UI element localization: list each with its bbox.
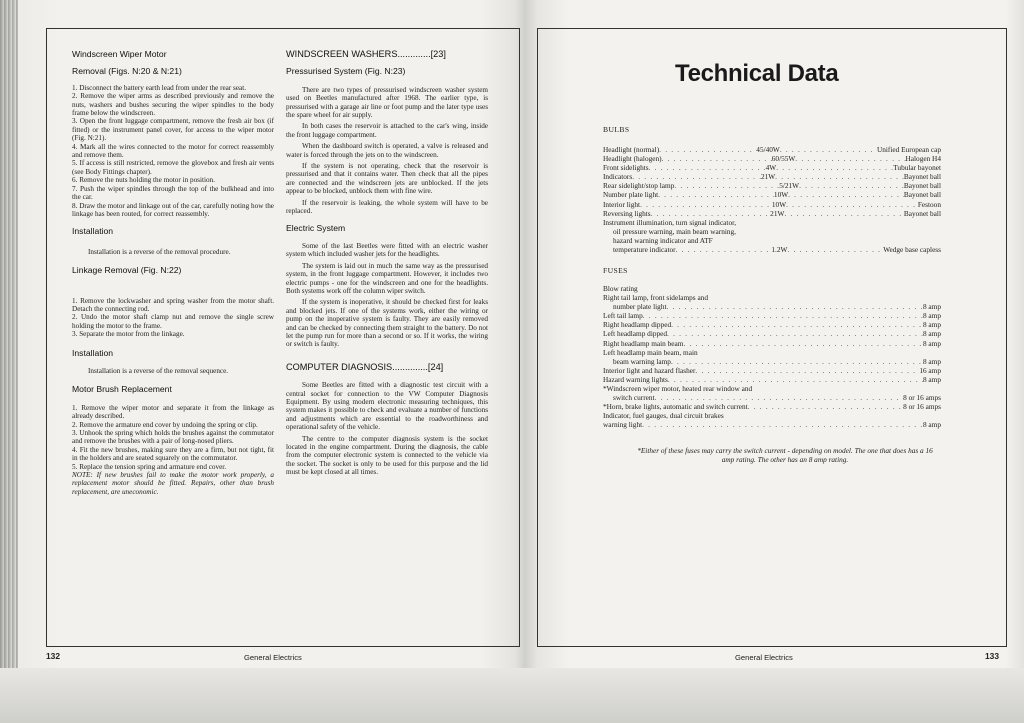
removal-heading: Removal (Figs. N:20 & N:21) [72, 66, 182, 77]
paragraph: If the system is not operating, check that the reservoir is pressurised and that it contains water. Then check that all the pipes are connected and the windscreen jets are unblocked. If the jets appear to be blocked, unblock them with fine wire. [286, 162, 488, 196]
fuse-row: Right headlamp dipped . . . 8 amp [603, 320, 941, 329]
bulb-row: Headlight (normal) . . . 45/40W . . . Unified European cap [603, 145, 941, 154]
instrument-line: oil pressure warning, main beam warning, [613, 226, 736, 236]
installation-text: Installation is a reverse of the removal procedure. [88, 247, 231, 256]
electric-heading: Electric System [286, 222, 346, 233]
fuse-pre: Right tail lamp, front sidelamps and [603, 293, 708, 303]
step: 1. Remove the lockwasher and spring washer from the motor shaft. Detach the connecting rod. [72, 296, 274, 313]
linkage-heading: Linkage Removal (Fig. N:22) [72, 265, 182, 276]
fuse-row: warning light . . . 8 amp [603, 420, 941, 429]
step: 8. Draw the motor and linkage out of the car, carefully noting how the linkage has been routed, for correct reassembly. [72, 201, 274, 218]
blow-rating: Blow rating [603, 284, 638, 293]
instrument-line: hazard warning indicator and ATF [613, 235, 713, 245]
fuse-row: Right headlamp main beam . . . 8 amp [603, 339, 941, 348]
installation-heading-2: Installation [72, 347, 114, 358]
bulbs-heading: BULBS [603, 125, 630, 134]
step: 5. Replace the tension spring and armature end cover. [72, 462, 227, 471]
paragraph: Some of the last Beetles were fitted with an electric washer system which included washer jets for the headlights. [286, 241, 488, 259]
brush-heading: Motor Brush Replacement [72, 384, 172, 395]
removal-steps [72, 84, 274, 219]
page-footer: General Electrics [244, 653, 302, 662]
fuse-row: Left headlamp dipped . . . 8 amp [603, 329, 941, 338]
left-column-1 [72, 50, 274, 499]
fuse-pre: Left headlamp main beam, main [603, 347, 698, 357]
fuse-footnote: *Either of these fuses may carry the switch current - depending on model. The one that does has a 16 amp rating. The other has an 8 amp rating. [637, 446, 933, 464]
fuses-heading: FUSES [603, 266, 628, 275]
section-title: Windscreen Wiper Motor [72, 49, 167, 59]
bulb-row: temperature indicator . . . 1.2W . . . Wedge base capless [603, 245, 941, 254]
page-title: Technical Data [675, 60, 839, 87]
step: 3. Separate the motor from the linkage. [72, 330, 185, 339]
bulb-row: Indicators . . . 21W . . . Bayonet ball [603, 172, 941, 181]
bulb-row: Number plate light . . . 10W . . . Bayonet ball [603, 190, 941, 199]
bulb-row: Front sidelights . . . 4W . . . Tubular bayonet [603, 163, 941, 172]
fuse-row: number plate light . . . 8 amp [603, 302, 941, 311]
fuse-row: Interior light and hazard flasher . . . 16 amp [603, 366, 941, 375]
paragraph: If the reservoir is leaking, the whole system will have to be replaced. [286, 198, 488, 216]
installation-text-2: Installation is a reverse of the removal sequence. [88, 366, 229, 375]
left-column-2 [286, 50, 488, 480]
instrument-line: Instrument illumination, turn signal indicator, [603, 217, 737, 227]
step: 2. Remove the armature end cover by undoing the spring or clip. [72, 420, 258, 429]
step: 7. Push the wiper spindles through the top of the bulkhead and into the car. [72, 184, 274, 202]
fuse-pre: *Windscreen wiper motor, heated rear window and [603, 384, 753, 394]
fuses-table [603, 284, 941, 430]
page-number: 132 [46, 651, 60, 661]
bulb-row: Interior light . . . 10W . . . Festoon [603, 200, 941, 209]
paragraph: The system is laid out in much the same way as the pressurised system, in the front luggage compartment. However, it includes two electric pumps - one for the windscreen and one for the headlights. Both systems work off the column wiper switch. [286, 261, 488, 295]
bulb-row: Reversing lights . . . 21W . . . Bayonet ball [603, 209, 941, 218]
step: 1. Remove the wiper motor and separate it from the linkage as already described. [72, 403, 274, 421]
right-page [525, 0, 1024, 723]
paragraph: In both cases the reservoir is attached to the car's wing, inside the front luggage compartment. [286, 122, 488, 139]
paragraph: There are two types of pressurised windscreen washer system used on Beetles manufactured after 1968. The earlier type, is pressurised with a garage air line or foot pump and the later type uses the spare wheel for air supply. [286, 85, 488, 120]
fuse-row: beam warning lamp . . . 8 amp [603, 357, 941, 366]
fuse-row: Left tail lamp . . . 8 amp [603, 311, 941, 320]
paragraph: Some Beetles are fitted with a diagnostic test circuit with a central socket for connection to the VW Computer Diagnosis Equipment. By using modern electronic measuring techniques, this system makes it possible to check and evaluate a number of functions and adjustments which are essential to the roadworthiness and operational safety of the vehicle. [286, 381, 488, 432]
step: 4. Mark all the wires connected to the motor for correct reassembly and remove them. [72, 142, 274, 160]
step: 4. Fit the new brushes, making sure they are a firm, but not tight, fit in the holders and are seated squarely on the commutator. [72, 445, 274, 463]
step: 6. Remove the nuts holding the motor in position. [72, 176, 215, 185]
paragraph: The centre to the computer diagnosis system is the socket located in the engine compartment. During the diagnosis, the cable from the computer electronic system is connected to the vehicle via the socket. The socket is only to be used for this purpose and the lid must be kept closed at all times. [286, 434, 488, 477]
pressurised-heading: Pressurised System (Fig. N:23) [286, 66, 406, 77]
washers-heading: WINDSCREEN WASHERS.............[23] [286, 49, 446, 59]
page-number: 133 [985, 651, 999, 661]
step: 2. Remove the wiper arms as described previously and remove the nuts, washers and bushes securing the wiper spindles to the body frame below the windscreen. [72, 92, 274, 118]
linkage-steps [72, 297, 274, 339]
scan-bottom-strip [0, 668, 1024, 723]
fuse-row: Hazard warning lights . . . 8 amp [603, 375, 941, 384]
step: 3. Open the front luggage compartment, remove the fresh air box (if fitted) or the instrument panel cover, for access to the wiper motor (Fig. N:21). [72, 117, 274, 143]
page-edge [0, 0, 18, 723]
fuse-pre: Indicator, fuel gauges, dual circuit brakes [603, 411, 724, 421]
page-footer: General Electrics [735, 653, 793, 662]
bulb-row: Headlight (halogen) . . . 60/55W . . . Halogen H4 [603, 154, 941, 163]
paragraph: When the dashboard switch is operated, a valve is released and water is forced through the jets on to the windscreen. [286, 142, 488, 159]
installation-heading: Installation [72, 226, 114, 237]
step: 1. Disconnect the battery earth lead from under the rear seat. [72, 83, 247, 92]
brush-steps [72, 404, 274, 471]
fuse-row: switch current . . . 8 or 16 amps [603, 393, 941, 402]
step: 3. Unhook the spring which holds the brushes against the commutator and remove the brushes with a pair of long-nosed pliers. [72, 429, 274, 446]
diagnosis-heading: COMPUTER DIAGNOSIS..............[24] [286, 361, 444, 372]
brush-note: NOTE: If new brushes fail to make the motor work properly, a replacement motor should be fitted. Repairs, other than brush replacement, are uneconomic. [72, 471, 274, 496]
paragraph: If the system is inoperative, it should be checked first for leaks and blocked jets. If one of the systems work, either the wiring or pump on the inoperative system is faulty. They are easily removed and can be checked by connecting them straight to the battery. Do not let the pump run for more than a second or so. If it works, the wiring or switch is faulty. [286, 298, 488, 349]
bulbs-table [603, 145, 941, 254]
fuse-row: *Horn, brake lights, automatic and switch current . . . 8 or 16 amps [603, 402, 941, 411]
bulb-row: Rear sidelight/stop lamp . . . 5/21W . . . Bayonet ball [603, 181, 941, 190]
step: 5. If access is still restricted, remove the glovebox and fresh air vents (see Body Fittings chapter). [72, 159, 274, 176]
step: 2. Undo the motor shaft clamp nut and remove the single screw holding the motor to the frame. [72, 313, 274, 330]
